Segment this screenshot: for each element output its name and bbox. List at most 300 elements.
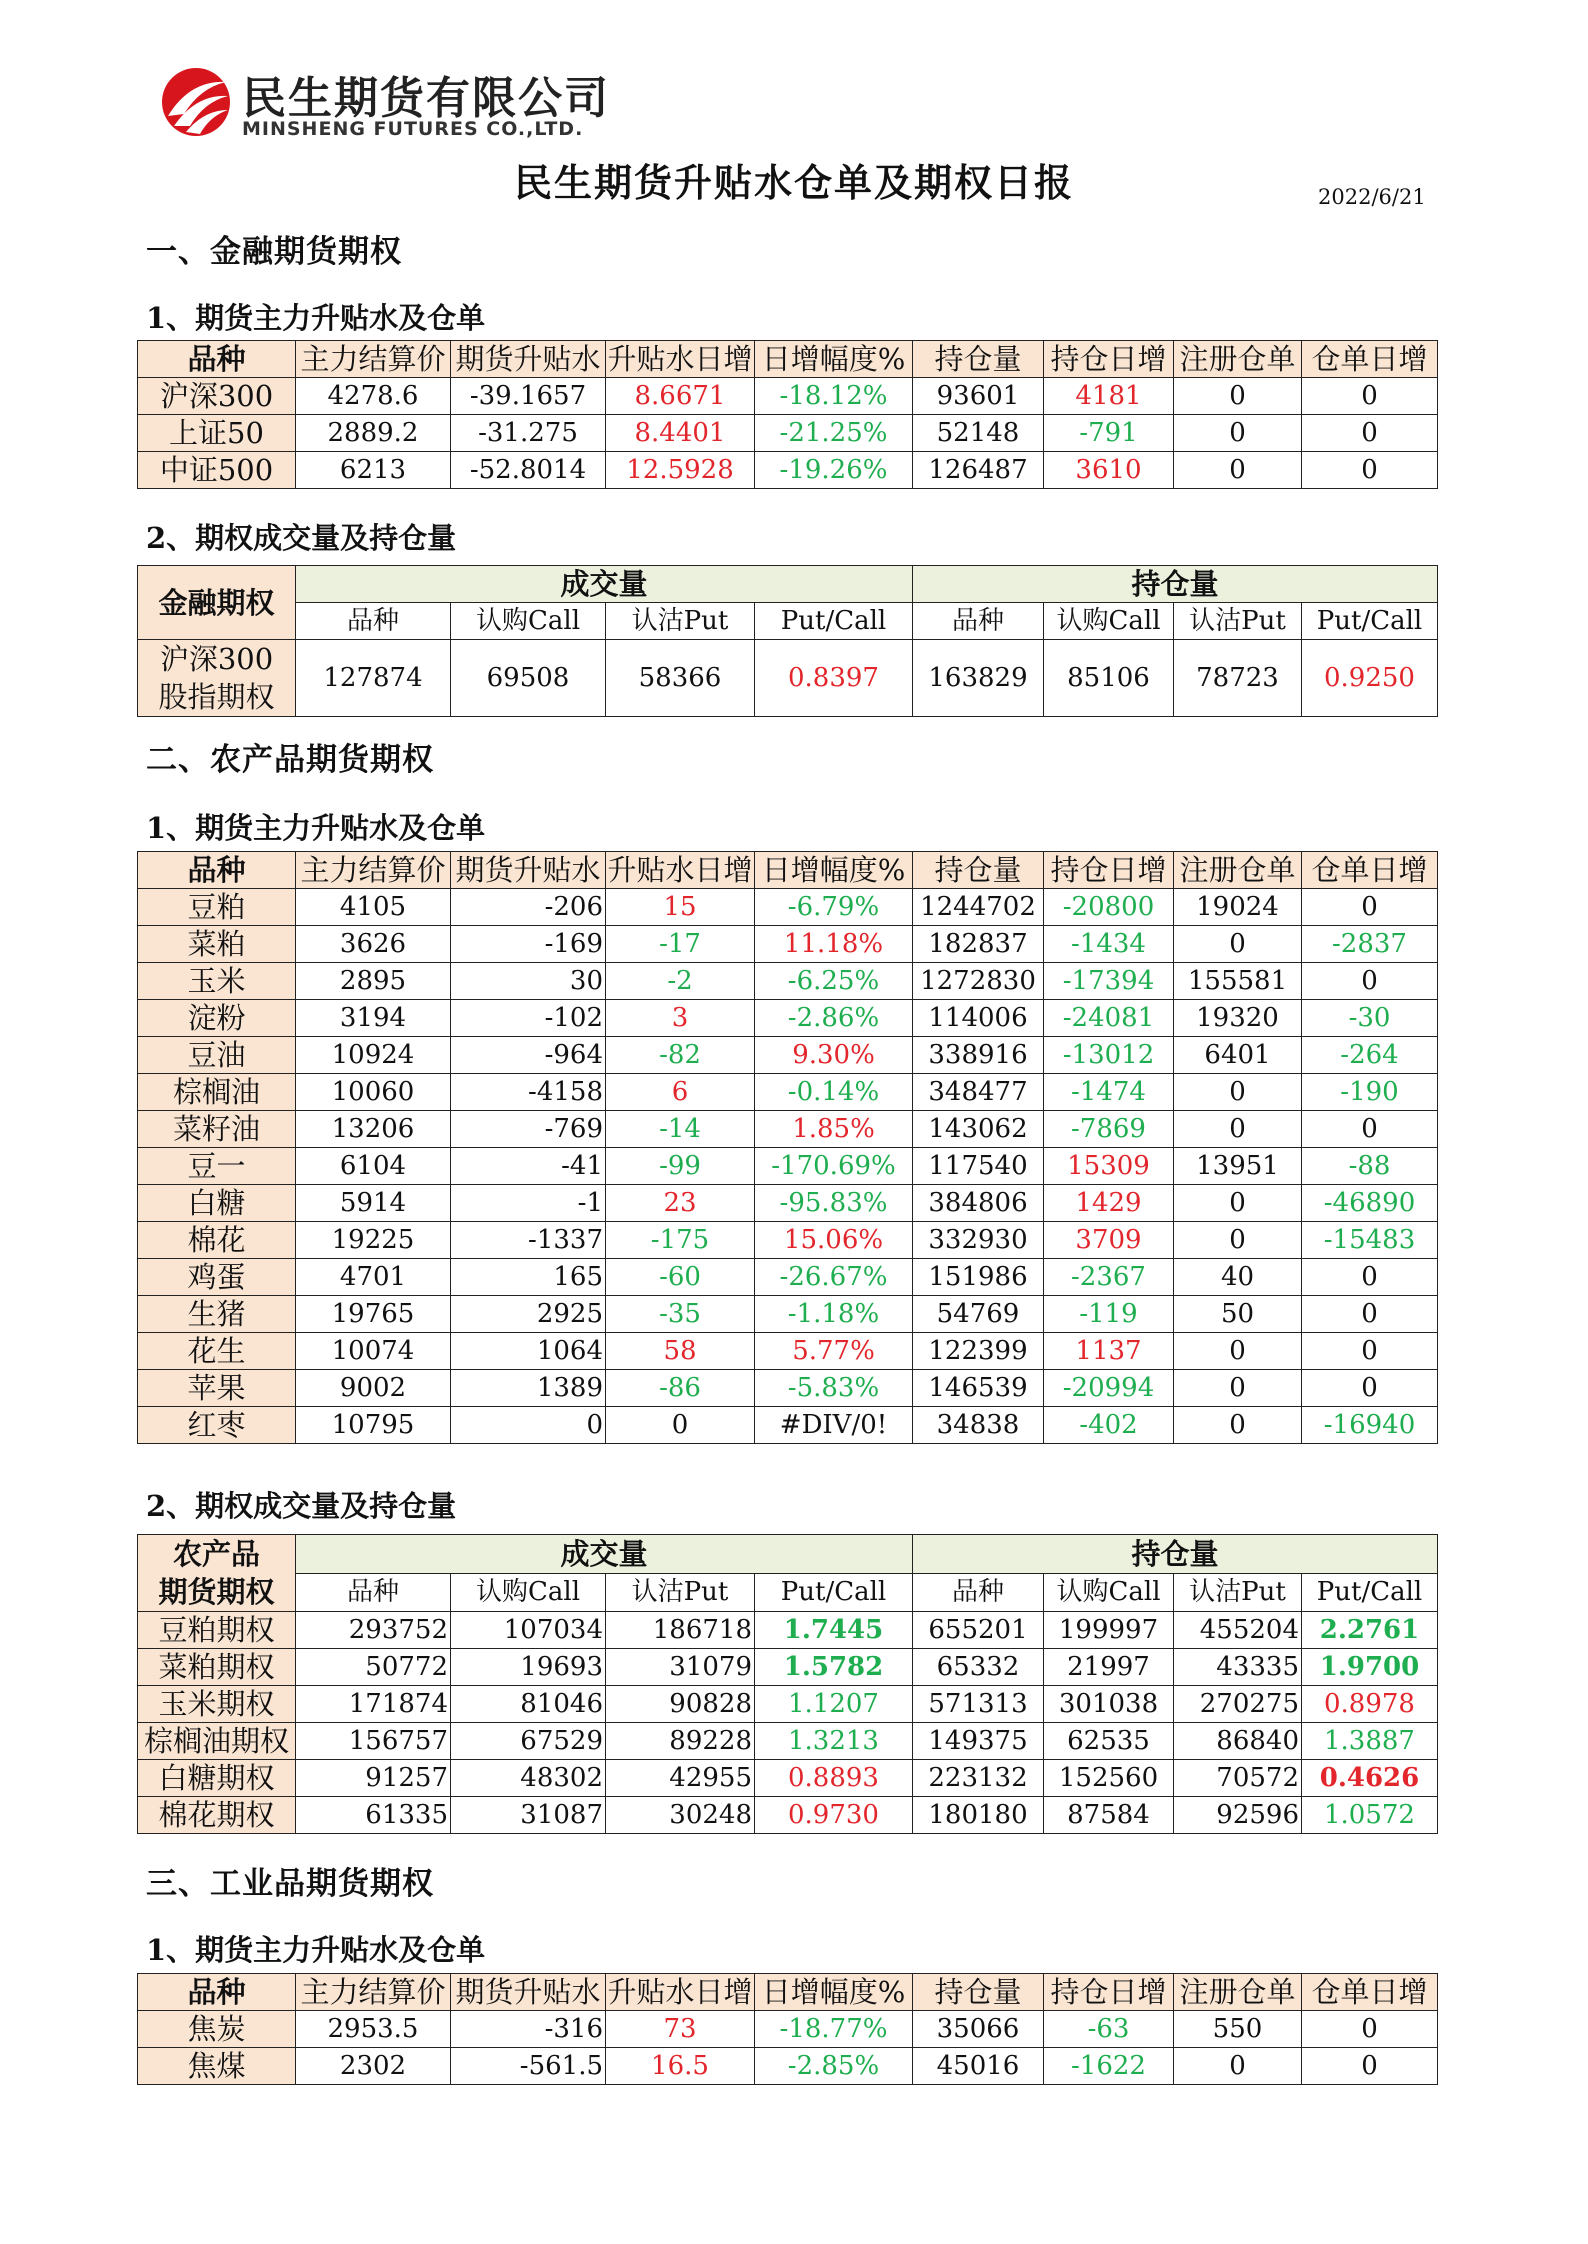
table-cell: -19.26% [755, 452, 913, 489]
table-cell: 2895 [296, 963, 451, 1000]
table-cell: 348477 [913, 1074, 1044, 1111]
table-cell: 0 [1174, 926, 1302, 963]
table-cell: 301038 [1044, 1686, 1174, 1723]
column-header: 持仓量 [913, 341, 1044, 378]
table-cell: -6.25% [755, 963, 913, 1000]
table-cell: -6.79% [755, 889, 913, 926]
table-cell: -16940 [1302, 1407, 1438, 1444]
table-cell: 58366 [606, 640, 755, 717]
table-cell: 199997 [1044, 1612, 1174, 1649]
table-cell: 0.8893 [755, 1760, 913, 1797]
column-header: 持仓量 [913, 1974, 1044, 2011]
table-cell: 384806 [913, 1185, 1044, 1222]
row-name: 生猪 [138, 1296, 296, 1333]
row-name: 白糖 [138, 1185, 296, 1222]
column-header: 注册仓单 [1174, 341, 1302, 378]
group-volume-header: 成交量 [296, 566, 913, 603]
table-cell: 0 [1174, 378, 1302, 415]
minsheng-logo-icon [160, 66, 232, 138]
table-cell: 0 [1174, 2048, 1302, 2085]
table-cell: 67529 [451, 1723, 606, 1760]
table-cell: 1.7445 [755, 1612, 913, 1649]
table-cell: -35 [606, 1296, 755, 1333]
table-cell: 10060 [296, 1074, 451, 1111]
table-cell: 0.4626 [1302, 1760, 1438, 1797]
table-row [138, 640, 1438, 717]
table-cell: -4158 [451, 1074, 606, 1111]
column-header: 品种 [138, 1974, 296, 2011]
table-row [138, 1612, 1438, 1649]
table-cell: 1.9700 [1302, 1649, 1438, 1686]
table-cell: 34838 [913, 1407, 1044, 1444]
column-header: 注册仓单 [1174, 852, 1302, 889]
group-oi-header: 持仓量 [913, 1535, 1438, 1574]
table-cell: 0 [1302, 1333, 1438, 1370]
table-cell: -13012 [1044, 1037, 1174, 1074]
table-cell: -20994 [1044, 1370, 1174, 1407]
table-cell: 8.4401 [606, 415, 755, 452]
table-cell: 45016 [913, 2048, 1044, 2085]
header-row [138, 852, 1438, 889]
table-cell: -26.67% [755, 1259, 913, 1296]
table-cell: 10795 [296, 1407, 451, 1444]
group-volume-header: 成交量 [296, 1535, 913, 1574]
table-cell: -1337 [451, 1222, 606, 1259]
row-name: 豆油 [138, 1037, 296, 1074]
table-cell: 0 [1302, 889, 1438, 926]
table-cell: 15309 [1044, 1148, 1174, 1185]
row-name: 菜粕期权 [138, 1649, 296, 1686]
table-cell: 117540 [913, 1148, 1044, 1185]
row-name: 菜粕 [138, 926, 296, 963]
table-cell: -206 [451, 889, 606, 926]
table-cell: -769 [451, 1111, 606, 1148]
table-cell: 1389 [451, 1370, 606, 1407]
table-cell: -175 [606, 1222, 755, 1259]
table-cell: 332930 [913, 1222, 1044, 1259]
table-row [138, 378, 1438, 415]
industrial-futures-table [137, 1973, 1438, 2085]
financial-futures-table [137, 340, 1438, 489]
table-cell: -1.18% [755, 1296, 913, 1333]
table-cell: 3 [606, 1000, 755, 1037]
table-cell: 107034 [451, 1612, 606, 1649]
table-cell: 42955 [606, 1760, 755, 1797]
table-cell: 3626 [296, 926, 451, 963]
table-row [138, 1222, 1438, 1259]
section2-sub2: 2、期权成交量及持仓量 [146, 1489, 457, 1523]
table-cell: 223132 [913, 1760, 1044, 1797]
table-cell: 2925 [451, 1296, 606, 1333]
table-cell: 1.0572 [1302, 1797, 1438, 1834]
table-cell: -2.85% [755, 2048, 913, 2085]
section2-sub1: 1、期货主力升贴水及仓单 [146, 811, 486, 845]
group-oi-header: 持仓量 [913, 566, 1438, 603]
table-cell: 4181 [1044, 378, 1174, 415]
table-cell: 91257 [296, 1760, 451, 1797]
column-header: 主力结算价 [296, 341, 451, 378]
column-header: 仓单日增 [1302, 1974, 1438, 2011]
table-cell: 21997 [1044, 1649, 1174, 1686]
table-cell: 0 [1174, 1074, 1302, 1111]
table-cell: 0 [1302, 1370, 1438, 1407]
table-cell: -7869 [1044, 1111, 1174, 1148]
table-cell: -88 [1302, 1148, 1438, 1185]
table-cell: 30 [451, 963, 606, 1000]
table-cell: 4701 [296, 1259, 451, 1296]
table-cell: 270275 [1174, 1686, 1302, 1723]
table-cell: 1272830 [913, 963, 1044, 1000]
table-row [138, 452, 1438, 489]
table-cell: -63 [1044, 2011, 1174, 2048]
row-name: 豆粕 [138, 889, 296, 926]
table-cell: 54769 [913, 1296, 1044, 1333]
company-logo [160, 60, 610, 150]
row-name: 上证50 [138, 415, 296, 452]
column-header: 持仓日增 [1044, 341, 1174, 378]
table-cell: 19225 [296, 1222, 451, 1259]
column-header: 持仓日增 [1044, 1974, 1174, 2011]
table-cell: 0 [1174, 452, 1302, 489]
table-cell: 48302 [451, 1760, 606, 1797]
table-cell: 8.6671 [606, 378, 755, 415]
table-row [138, 1148, 1438, 1185]
table-cell: -316 [451, 2011, 606, 2048]
table-row [138, 2011, 1438, 2048]
row-name: 棉花 [138, 1222, 296, 1259]
table-cell: 146539 [913, 1370, 1044, 1407]
column-header: 品种 [913, 603, 1044, 640]
table-cell: 1137 [1044, 1333, 1174, 1370]
table-cell: 156757 [296, 1723, 451, 1760]
table-cell: -46890 [1302, 1185, 1438, 1222]
table-cell: 93601 [913, 378, 1044, 415]
table-cell: 1.3213 [755, 1723, 913, 1760]
table-cell: -1622 [1044, 2048, 1174, 2085]
table-row [138, 1037, 1438, 1074]
table-cell: 10924 [296, 1037, 451, 1074]
table-row [138, 1333, 1438, 1370]
column-header: 认购Call [1044, 603, 1174, 640]
table-cell: -190 [1302, 1074, 1438, 1111]
table-cell: 19693 [451, 1649, 606, 1686]
table-cell: 78723 [1174, 640, 1302, 717]
row-name: 棕榈油 [138, 1074, 296, 1111]
table-cell: -18.77% [755, 2011, 913, 2048]
table-cell: 122399 [913, 1333, 1044, 1370]
row-name: 焦炭 [138, 2011, 296, 2048]
table-row [138, 1797, 1438, 1834]
table-cell: 155581 [1174, 963, 1302, 1000]
table-cell: 10074 [296, 1333, 451, 1370]
column-header: 期货升贴水 [451, 1974, 606, 2011]
column-header: Put/Call [755, 603, 913, 640]
report-title: 民生期货升贴水仓单及期权日报 [513, 160, 1074, 205]
table-cell: -14 [606, 1111, 755, 1148]
table-cell: 455204 [1174, 1612, 1302, 1649]
table-cell: 30248 [606, 1797, 755, 1834]
table-cell: 0 [1174, 415, 1302, 452]
table-cell: 62535 [1044, 1723, 1174, 1760]
row-name: 沪深300 [138, 378, 296, 415]
table-cell: -24081 [1044, 1000, 1174, 1037]
table-cell: 12.5928 [606, 452, 755, 489]
column-header: 期货升贴水 [451, 341, 606, 378]
table-cell: 13206 [296, 1111, 451, 1148]
table-cell: -1474 [1044, 1074, 1174, 1111]
table-row [138, 2048, 1438, 2085]
table-cell: -119 [1044, 1296, 1174, 1333]
table-cell: 4278.6 [296, 378, 451, 415]
agri-futures-table [137, 851, 1438, 1444]
table-cell: -99 [606, 1148, 755, 1185]
table-cell: 149375 [913, 1723, 1044, 1760]
table-cell: 186718 [606, 1612, 755, 1649]
table-cell: 165 [451, 1259, 606, 1296]
table-cell: 1429 [1044, 1185, 1174, 1222]
table-cell: 2302 [296, 2048, 451, 2085]
table-cell: -1434 [1044, 926, 1174, 963]
table-cell: -17 [606, 926, 755, 963]
column-header: 日增幅度% [755, 1974, 913, 2011]
column-header: Put/Call [755, 1573, 913, 1612]
table-cell: 92596 [1174, 1797, 1302, 1834]
table-cell: 0 [1302, 1259, 1438, 1296]
table-cell: -561.5 [451, 2048, 606, 2085]
column-header: 认购Call [451, 603, 606, 640]
table-row [138, 1723, 1438, 1760]
table-cell: 23 [606, 1185, 755, 1222]
column-header: 升贴水日增 [607, 853, 753, 887]
column-header: 日增幅度% [755, 341, 913, 378]
table-cell: 5.77% [755, 1333, 913, 1370]
table-cell: -18.12% [755, 378, 913, 415]
column-header: 品种 [138, 341, 296, 378]
table-cell: -402 [1044, 1407, 1174, 1444]
section3-sub1: 1、期货主力升贴水及仓单 [146, 1933, 486, 1967]
table-cell: 6213 [296, 452, 451, 489]
financial-options-table [137, 565, 1438, 717]
table-cell: -2.86% [755, 1000, 913, 1037]
table-cell: -2837 [1302, 926, 1438, 963]
table-cell: 52148 [913, 415, 1044, 452]
table-cell: 31087 [451, 1797, 606, 1834]
row-name: 玉米 [138, 963, 296, 1000]
table-cell: 338916 [913, 1037, 1044, 1074]
section1-heading: 一、金融期货期权 [146, 234, 402, 270]
table-cell: 19024 [1174, 889, 1302, 926]
table-cell: 5914 [296, 1185, 451, 1222]
table-cell: 3709 [1044, 1222, 1174, 1259]
table-cell: 9002 [296, 1370, 451, 1407]
column-header: 期货升贴水 [451, 852, 606, 889]
table-cell: 58 [606, 1333, 755, 1370]
table-row [138, 1407, 1438, 1444]
table-cell: 0.9250 [1302, 640, 1438, 717]
table-cell: 127874 [296, 640, 451, 717]
column-header: 品种 [913, 1573, 1044, 1612]
table-cell: 0 [1302, 2011, 1438, 2048]
table-cell: -82 [606, 1037, 755, 1074]
table-cell: -86 [606, 1370, 755, 1407]
table-cell: 0 [1302, 415, 1438, 452]
column-header: 主力结算价 [296, 852, 451, 889]
row-name: 沪深300 股指期权 [138, 640, 296, 717]
table-cell: 35066 [913, 2011, 1044, 2048]
table-cell: 50 [1174, 1296, 1302, 1333]
table-row [138, 415, 1438, 452]
table-cell: 0 [1302, 963, 1438, 1000]
table-cell: 19765 [296, 1296, 451, 1333]
row-name: 豆粕期权 [138, 1612, 296, 1649]
row-name: 白糖期权 [138, 1760, 296, 1797]
row-name: 淀粉 [138, 1000, 296, 1037]
table-row [138, 1074, 1438, 1111]
table-cell: 43335 [1174, 1649, 1302, 1686]
table-row [138, 1259, 1438, 1296]
column-header: 认沽Put [1174, 1573, 1302, 1612]
table-row [138, 1111, 1438, 1148]
table-cell: -102 [451, 1000, 606, 1037]
table-cell: 6 [606, 1074, 755, 1111]
column-header: 品种 [296, 603, 451, 640]
table-row [138, 1686, 1438, 1723]
table-cell: 70572 [1174, 1760, 1302, 1797]
table-row [138, 1185, 1438, 1222]
table-cell: 1.3887 [1302, 1723, 1438, 1760]
table-cell: 0 [1174, 1407, 1302, 1444]
column-header: 认沽Put [1174, 603, 1302, 640]
agri-options-table [137, 1534, 1438, 1834]
table-cell: 0 [1302, 378, 1438, 415]
table-cell: 0 [1174, 1222, 1302, 1259]
column-header: 认购Call [451, 1573, 606, 1612]
table-cell: 15.06% [755, 1222, 913, 1259]
table-cell: 1244702 [913, 889, 1044, 926]
table-row [138, 889, 1438, 926]
table-cell: -791 [1044, 415, 1174, 452]
table-cell: 0 [1302, 452, 1438, 489]
table-cell: 1.85% [755, 1111, 913, 1148]
table-cell: 11.18% [755, 926, 913, 963]
table-cell: 171874 [296, 1686, 451, 1723]
table-cell: -60 [606, 1259, 755, 1296]
table-cell: 1.1207 [755, 1686, 913, 1723]
table-cell: 81046 [451, 1686, 606, 1723]
table-cell: 0.8397 [755, 640, 913, 717]
table-cell: -264 [1302, 1037, 1438, 1074]
table-cell: 40 [1174, 1259, 1302, 1296]
report-date: 2022/6/21 [1318, 185, 1426, 209]
table-cell: 2889.2 [296, 415, 451, 452]
column-header: 认沽Put [606, 1573, 755, 1612]
table-cell: 73 [606, 2011, 755, 2048]
table-cell: 655201 [913, 1612, 1044, 1649]
row-name: 棕榈油期权 [138, 1723, 296, 1760]
table-cell: -21.25% [755, 415, 913, 452]
table-cell: 13951 [1174, 1148, 1302, 1185]
table-cell: -5.83% [755, 1370, 913, 1407]
table-cell: -0.14% [755, 1074, 913, 1111]
column-header: 持仓量 [913, 852, 1044, 889]
table-cell: -15483 [1302, 1222, 1438, 1259]
column-header: 升贴水日增 [607, 342, 753, 376]
table-cell: -17394 [1044, 963, 1174, 1000]
table-cell: 86840 [1174, 1723, 1302, 1760]
row-name: 菜籽油 [138, 1111, 296, 1148]
table-cell: 143062 [913, 1111, 1044, 1148]
table-cell: 550 [1174, 2011, 1302, 2048]
logo-cn-text: 民生期货有限公司 [242, 73, 610, 124]
table-row [138, 1000, 1438, 1037]
table-cell: -95.83% [755, 1185, 913, 1222]
table-cell: -2 [606, 963, 755, 1000]
table-row [138, 963, 1438, 1000]
table-cell: 9.30% [755, 1037, 913, 1074]
table-cell: 6401 [1174, 1037, 1302, 1074]
table-cell: #DIV/0! [755, 1407, 913, 1444]
table-cell: -52.8014 [451, 452, 606, 489]
table-cell: 65332 [913, 1649, 1044, 1686]
table-cell: 2.2761 [1302, 1612, 1438, 1649]
table-cell: 0 [1302, 1111, 1438, 1148]
table-row [138, 926, 1438, 963]
table-cell: 6104 [296, 1148, 451, 1185]
table-cell: -964 [451, 1037, 606, 1074]
table-cell: -39.1657 [451, 378, 606, 415]
table-row [138, 1370, 1438, 1407]
table-cell: 114006 [913, 1000, 1044, 1037]
table-cell: 0 [606, 1407, 755, 1444]
row-name: 玉米期权 [138, 1686, 296, 1723]
table-cell: 0.8978 [1302, 1686, 1438, 1723]
table-cell: 2953.5 [296, 2011, 451, 2048]
section2-heading: 二、农产品期货期权 [146, 742, 434, 778]
table-cell: 571313 [913, 1686, 1044, 1723]
table-cell: 0 [1174, 1185, 1302, 1222]
table-cell: 16.5 [606, 2048, 755, 2085]
table-cell: 0 [1174, 1111, 1302, 1148]
column-header: 注册仓单 [1174, 1974, 1302, 2011]
table-cell: 0 [1174, 1333, 1302, 1370]
header-row [138, 341, 1438, 378]
table-cell: 0 [451, 1407, 606, 1444]
table-cell: 89228 [606, 1723, 755, 1760]
table-cell: 90828 [606, 1686, 755, 1723]
table-cell: 85106 [1044, 640, 1174, 717]
table-cell: 0 [1302, 2048, 1438, 2085]
table-cell: -169 [451, 926, 606, 963]
table-cell: 163829 [913, 640, 1044, 717]
column-header: 日增幅度% [755, 852, 913, 889]
row-name: 中证500 [138, 452, 296, 489]
row-name: 鸡蛋 [138, 1259, 296, 1296]
logo-en-text: MINSHENG FUTURES CO.,LTD. [242, 118, 584, 140]
table-cell: 61335 [296, 1797, 451, 1834]
table-cell: -2367 [1044, 1259, 1174, 1296]
options-label-cell: 农产品 期货期权 [138, 1535, 296, 1612]
row-name: 豆一 [138, 1148, 296, 1185]
table-cell: 19320 [1174, 1000, 1302, 1037]
table-cell: -170.69% [755, 1148, 913, 1185]
table-cell: 3194 [296, 1000, 451, 1037]
column-header: 主力结算价 [296, 1974, 451, 2011]
row-name: 花生 [138, 1333, 296, 1370]
table-cell: 87584 [1044, 1797, 1174, 1834]
row-name: 焦煤 [138, 2048, 296, 2085]
table-cell: 1.5782 [755, 1649, 913, 1686]
column-header: Put/Call [1302, 603, 1438, 640]
